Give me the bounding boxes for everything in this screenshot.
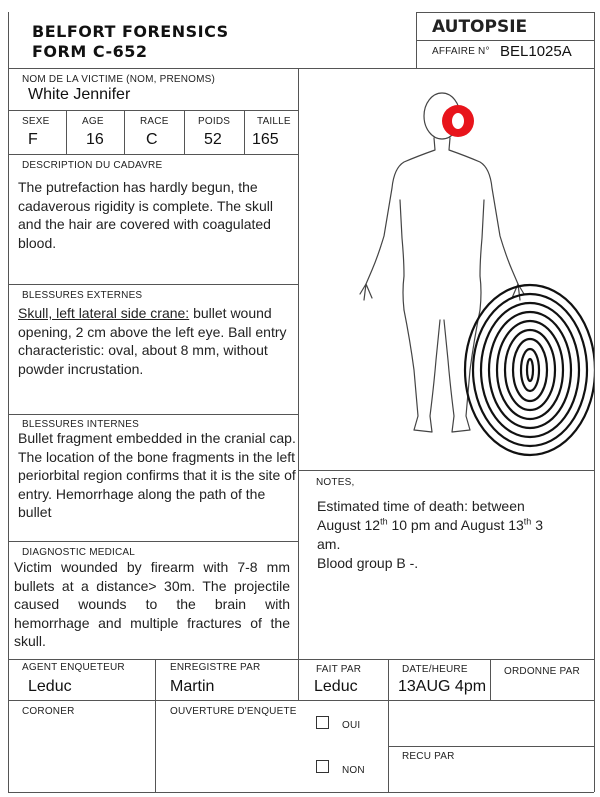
footer-top <box>8 659 594 660</box>
inquiry-yes-label: OUI <box>342 720 361 731</box>
inquiry-no-checkbox[interactable] <box>316 760 329 773</box>
diagnosis-text: Victim wounded by firearm with 7-8 mm bullets at a distance> 30m. The projectile caused wounds to the brain with hemorrhage and multiple fractures of the skull. <box>14 559 290 649</box>
vital-sep-2 <box>124 110 125 154</box>
footer-received-top <box>388 746 594 747</box>
external-wounds-heading: Skull, left lateral side crane: <box>18 305 190 321</box>
header-bottom-line <box>8 68 594 69</box>
received-label: RECU PAR <box>402 751 455 762</box>
notes-line-3: am. <box>317 536 341 552</box>
case-label: AFFAIRE N° <box>432 46 490 57</box>
border-top-right <box>416 12 594 13</box>
inquiry-yes-checkbox[interactable] <box>316 716 329 729</box>
agent-label: AGENT ENQUETEUR <box>22 662 125 673</box>
vital-sep-1 <box>66 110 67 154</box>
description-bottom <box>8 284 298 285</box>
notes-date-1: August 12 <box>317 517 381 533</box>
fingerprint-icon <box>465 285 594 455</box>
footer-sep-4 <box>490 659 491 700</box>
vital-sep-3 <box>184 110 185 154</box>
footer-sep-2 <box>298 659 299 700</box>
datetime-value: 13AUG 4pm <box>398 678 487 695</box>
notes-sup-2: th <box>523 516 532 527</box>
external-bottom <box>8 414 298 415</box>
notes-line-2 <box>317 516 587 535</box>
age-value: 16 <box>86 131 104 148</box>
sex-label: SEXE <box>22 116 50 127</box>
description-label: DESCRIPTION DU CADAVRE <box>22 160 163 171</box>
agent-value: Leduc <box>28 678 72 695</box>
weight-value: 52 <box>204 131 222 148</box>
ordered-label: ORDONNE PAR <box>504 666 580 677</box>
notes-label: NOTES, <box>316 477 355 488</box>
diagnosis-label: DIAGNOSTIC MEDICAL <box>22 547 136 558</box>
race-value: C <box>146 131 158 148</box>
race-label: RACE <box>140 116 169 127</box>
main-column-divider <box>298 68 299 660</box>
vital-sep-4 <box>244 110 245 154</box>
body-outline-icon <box>360 93 524 432</box>
external-wounds-text <box>18 304 290 378</box>
datetime-label: DATE/HEURE <box>402 664 468 675</box>
inquiry-label: OUVERTURE D'ENQUETE <box>170 706 297 717</box>
done-by-label: FAIT PAR <box>316 664 362 675</box>
recorded-label: ENREGISTRE PAR <box>170 662 261 673</box>
notes-sup-1: th <box>380 516 388 527</box>
footer-bottom <box>8 792 594 793</box>
weight-label: POIDS <box>198 116 231 127</box>
height-label: TAILLE <box>257 116 291 127</box>
internal-wounds-label: BLESSURES INTERNES <box>22 419 139 430</box>
external-wounds-label: BLESSURES EXTERNES <box>22 290 143 301</box>
notes-time: 3 <box>531 517 543 533</box>
notes-top <box>298 470 594 471</box>
form-number: FORM C-652 <box>32 42 148 61</box>
wound-marker-icon <box>442 105 474 137</box>
notes-text <box>317 497 587 573</box>
external-wounds-body: bullet wound opening, 2 cm above the left eye. Ball entry characteristic: oval, about 8 mm, without powder incrustation. <box>18 305 287 377</box>
notes-line-4: Blood group B -. <box>317 555 419 571</box>
height-value: 165 <box>252 131 279 148</box>
footer-sep-3 <box>388 659 389 792</box>
age-label: AGE <box>82 116 104 127</box>
coroner-label: CORONER <box>22 706 75 717</box>
inquiry-no-label: NON <box>342 765 365 776</box>
victim-name-label: NOM DE LA VICTIME (NOM, PRENOMS) <box>22 74 216 85</box>
notes-date-2: 10 pm and August 13 <box>387 517 524 533</box>
victim-name: White Jennifer <box>28 86 131 103</box>
footer-mid <box>8 700 594 701</box>
border-left <box>8 12 9 792</box>
body-diagram <box>300 70 594 470</box>
title-underline <box>416 40 594 41</box>
notes-line-1: Estimated time of death: between <box>317 498 525 514</box>
sex-value: F <box>28 131 38 148</box>
description-text: The putrefaction has hardly begun, the cadaverous rigidity is complete. The skull and the hair are covered with coagulated blood. <box>18 179 273 251</box>
done-by-value: Leduc <box>314 678 358 695</box>
internal-bottom <box>8 541 298 542</box>
org-name: BELFORT FORENSICS <box>32 22 229 41</box>
border-right <box>594 12 595 792</box>
name-row-bottom <box>8 110 298 111</box>
form-title: AUTOPSIE <box>432 17 528 37</box>
case-number: BEL1025A <box>500 43 572 60</box>
recorded-value: Martin <box>170 678 215 695</box>
vitals-row-bottom <box>8 154 298 155</box>
internal-wounds-text: Bullet fragment embedded in the cranial cap. The location of the bone fragments in the left periorbital region confirms that it is the site of entry. Hemorrhage along the path of the bullet <box>18 430 296 520</box>
footer-sep-1 <box>155 659 156 792</box>
